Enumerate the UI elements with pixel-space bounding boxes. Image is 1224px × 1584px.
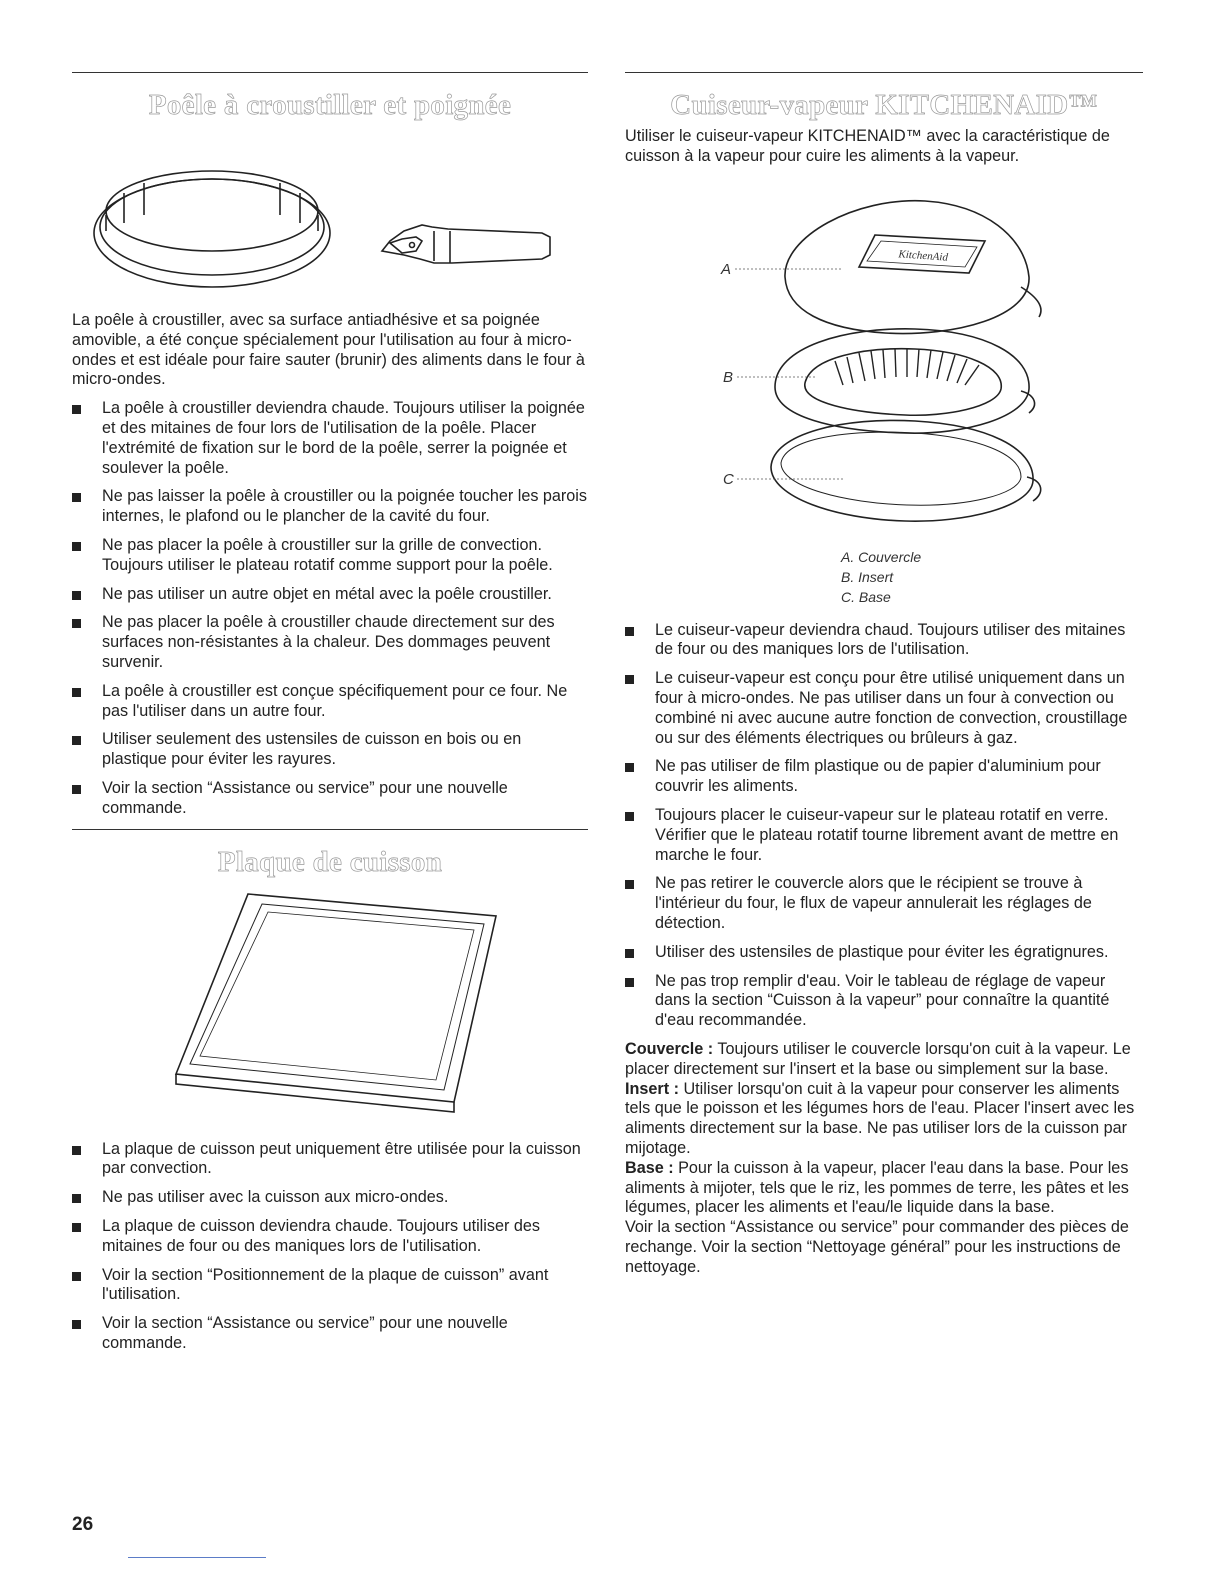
list-item: Le cuiseur-vapeur deviendra chaud. Toujours utiliser des mitaines de four ou des maniques lors de l'utilisation. (625, 621, 1143, 661)
steamer-illustration (625, 177, 1143, 547)
list-item: Utiliser des ustensiles de plastique pour éviter les égratignures. (625, 943, 1143, 963)
list-item: Le cuiseur-vapeur est conçu pour être utilisé uniquement dans un four à micro-ondes. Ne pas utiliser dans un four à convection ou combiné ni avec aucune autre fonction de convection, croustillage ou sur des éléments électriques ou brûleurs à gaz. (625, 669, 1143, 748)
list-item: Ne pas placer la poêle à croustiller sur la grille de convection. Toujours utiliser le plateau rotatif comme support pour la poêle. (72, 536, 588, 576)
right-column (625, 72, 1143, 1278)
steamer-bullets (625, 621, 1143, 1031)
figure-letter-a: A (721, 260, 732, 278)
lid-logo: KitchenAid (898, 247, 949, 264)
figure-letter-c: C (723, 470, 734, 488)
list-item: La poêle à croustiller deviendra chaude. Toujours utiliser la poignée et des mitaines de four lors de l'utilisation de la poêle. Placer l'extrémité de fixation sur le bord de la poêle, serrer la poignée et soulever la poêle. (72, 399, 588, 478)
list-item: Ne pas trop remplir d'eau. Voir le tableau de réglage de vapeur dans la section “Cuisson à la vapeur” pour connaître la quantité d'eau recommandée. (625, 972, 1143, 1031)
steamer-intro: Utiliser le cuiseur-vapeur KITCHENAID™ avec la caractéristique de cuisson à la vapeur pour cuire les aliments à la vapeur. (625, 127, 1110, 165)
part-base-label: Base : (625, 1158, 674, 1177)
section-rule (72, 829, 588, 830)
crisper-pan-bullets (72, 399, 588, 818)
list-item: La plaque de cuisson peut uniquement être utilisée pour la cuisson par convection. (72, 1140, 588, 1180)
part-insert-paragraph (625, 1080, 1143, 1159)
list-item: La plaque de cuisson deviendra chaude. Toujours utiliser des mitaines de four ou des maniques lors de l'utilisation. (72, 1217, 588, 1257)
baking-tray-bullets (72, 1140, 588, 1354)
list-item: Toujours placer le cuiseur-vapeur sur le plateau rotatif en verre. Vérifier que le plateau rotatif tourne librement avant de mettre en marche le four. (625, 806, 1143, 865)
list-item: Utiliser seulement des ustensiles de cuisson en bois ou en plastique pour éviter les rayures. (72, 730, 588, 770)
baking-tray-illustration (72, 880, 588, 1128)
list-item: Voir la section “Positionnement de la plaque de cuisson” avant l'utilisation. (72, 1266, 588, 1306)
list-item: Ne pas retirer le couvercle alors que le récipient se trouve à l'intérieur du four, le flux de vapeur annulerait les réglages de détection. (625, 874, 1143, 933)
figure-letter-b: B (723, 368, 734, 386)
caption-lid: A. Couvercle (841, 548, 922, 565)
part-base-text: Pour la cuisson à la vapeur, placer l'eau dans la base. Pour les aliments à mijoter, tels que le riz, les pommes de terre, les pâtes et les légumes, placer les aliments et l'eau/le liquide dans la base. (625, 1158, 1129, 1217)
left-column (72, 72, 588, 1363)
section-rule (625, 72, 1143, 73)
crisper-pan-title: Poêle à croustiller et poignée (148, 89, 512, 121)
caption-insert: B. Insert (841, 568, 894, 585)
part-insert-text: Utiliser lorsqu'on cuit à la vapeur pour conserver les aliments tels que le poisson et les légumes hors de l'eau. Placer l'insert avec les aliments directement sur la base. Ne pas utiliser lors de la cuisson par mijotage. (625, 1079, 1135, 1157)
list-item: Ne pas laisser la poêle à croustiller ou la poignée toucher les parois internes, le plafond ou le plancher de la cavité du four. (72, 487, 588, 527)
crisper-pan-intro: La poêle à croustiller, avec sa surface antiadhésive et sa poignée amovible, a été conçue spécialement pour l'utilisation au four à micro-ondes et est idéale pour faire sauter (brunir) des aliments dans le four à micro-ondes. (72, 311, 585, 389)
part-lid-label: Couvercle : (625, 1039, 714, 1058)
baking-tray-title: Plaque de cuisson (217, 845, 443, 878)
steamer-captions (841, 547, 1143, 607)
list-item: Ne pas utiliser de film plastique ou de papier d'aluminium pour couvrir les aliments. (625, 757, 1143, 797)
footer-divider (128, 1557, 266, 1558)
caption-base: C. Base (841, 588, 891, 605)
part-base-paragraph (625, 1159, 1143, 1218)
page-number: 26 (72, 1514, 94, 1535)
list-item: Ne pas utiliser un autre objet en métal avec la poêle croustiller. (72, 585, 588, 605)
steamer-title: Cuiseur-vapeur KITCHENAID™ (670, 89, 1098, 121)
list-item: Voir la section “Assistance ou service” pour une nouvelle commande. (72, 1314, 588, 1354)
part-lid-paragraph (625, 1040, 1143, 1080)
list-item: Voir la section “Assistance ou service” pour une nouvelle commande. (72, 779, 588, 819)
list-item: Ne pas utiliser avec la cuisson aux micro-ondes. (72, 1188, 588, 1208)
steamer-closing: Voir la section “Assistance ou service” pour commander des pièces de rechange. Voir la section “Nettoyage général” pour les instructions de nettoyage. (625, 1218, 1129, 1276)
section-rule (72, 72, 588, 73)
part-insert-label: Insert : (625, 1079, 679, 1098)
crisper-pan-illustration (72, 123, 588, 295)
list-item: La poêle à croustiller est conçue spécifiquement pour ce four. Ne pas l'utiliser dans un autre four. (72, 682, 588, 722)
part-lid-text: Toujours utiliser le couvercle lorsqu'on cuit à la vapeur. Le placer directement sur l'insert et la base ou simplement sur la base. (625, 1039, 1131, 1078)
list-item: Ne pas placer la poêle à croustiller chaude directement sur des surfaces non-résistantes à la chaleur. Des dommages peuvent survenir. (72, 613, 588, 672)
